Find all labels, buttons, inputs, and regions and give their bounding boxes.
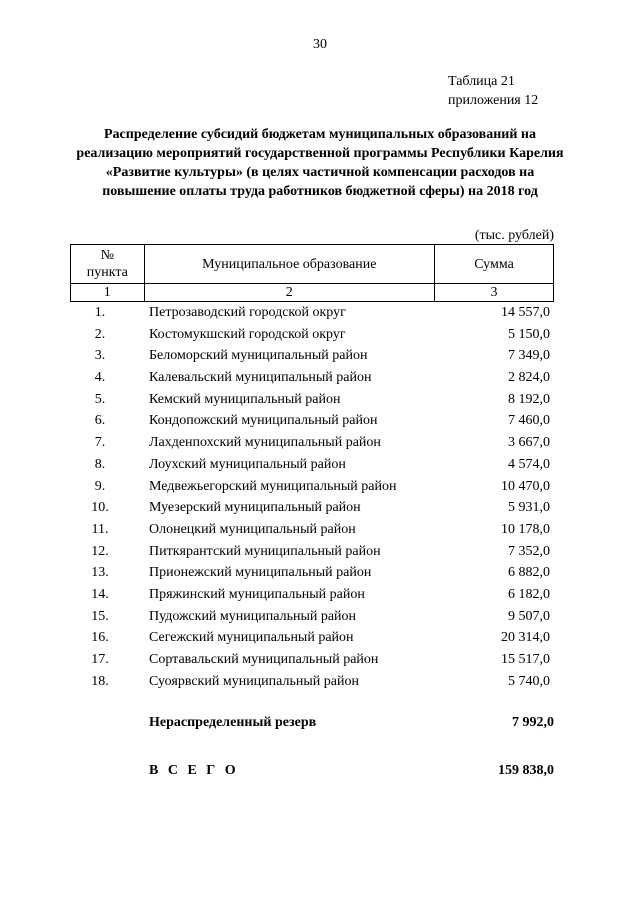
header-index-1: 1 [71, 284, 145, 302]
table-row [70, 368, 554, 390]
table-row [70, 455, 554, 477]
table-number: Таблица 21 [448, 74, 515, 89]
row-sum: 8 192,0 [508, 391, 550, 407]
row-municipality: Лоухский муниципальный район [149, 456, 346, 472]
row-number: 6. [94, 413, 106, 429]
row-sum: 5 740,0 [508, 673, 550, 689]
table-row [70, 585, 554, 607]
table-row [70, 390, 554, 412]
header-index-3: 3 [435, 284, 554, 302]
header-municipality: Муниципальное образование [144, 245, 434, 284]
table-header [70, 244, 554, 302]
row-municipality: Кемский муниципальный район [149, 391, 341, 407]
row-sum: 10 178,0 [501, 521, 550, 537]
table-row [70, 563, 554, 585]
row-sum: 14 557,0 [501, 305, 550, 320]
reserve-sum: 7 992,0 [512, 715, 554, 730]
header-index-2: 2 [144, 284, 434, 302]
appendix-number: приложения 12 [448, 93, 539, 108]
table-row [70, 433, 554, 455]
row-municipality: Суоярвский муниципальный район [149, 673, 359, 689]
row-sum: 2 824,0 [508, 370, 550, 386]
header-sum: Сумма [435, 245, 554, 284]
row-number: 1. [94, 305, 106, 320]
table-row [70, 607, 554, 629]
row-number: 9. [94, 478, 106, 494]
table-row [70, 650, 554, 672]
row-municipality: Беломорский муниципальный район [149, 348, 368, 364]
row-sum: 10 470,0 [501, 478, 550, 494]
row-sum: 20 314,0 [501, 630, 550, 646]
row-municipality: Петрозаводский городской округ [149, 305, 346, 320]
row-sum: 7 352,0 [508, 543, 550, 559]
row-sum: 15 517,0 [501, 652, 550, 667]
row-number: 2. [94, 326, 106, 342]
row-municipality: Медвежьегорский муниципальный район [149, 478, 397, 494]
row-municipality: Сегежский муниципальный район [149, 630, 354, 646]
table-body [70, 303, 554, 693]
row-municipality: Прионежский муниципальный район [149, 565, 372, 581]
table-row [70, 303, 554, 325]
row-municipality: Костомукшский городской округ [149, 326, 346, 342]
row-sum: 7 349,0 [508, 348, 550, 364]
reserve-label: Нераспределенный резерв [149, 715, 317, 730]
table-reference [448, 72, 538, 110]
row-sum: 3 667,0 [508, 435, 550, 451]
table-row [70, 672, 554, 694]
header-num-symbol: № [100, 248, 114, 263]
row-municipality: Пудожский муниципальный район [149, 608, 357, 624]
row-sum: 6 882,0 [508, 565, 550, 581]
row-municipality: Муезерский муниципальный район [149, 500, 361, 516]
table-row [70, 325, 554, 347]
document-title: Распределение субсидий бюджетам муниципальных образований на реализацию мероприятий государственной программы Республики Карелия «Развитие культуры» (в целях частичной компенсации расходов на повышение оплаты труда работников бюджетной сферы) на 2018 год [76, 127, 564, 199]
row-sum: 4 574,0 [508, 456, 550, 472]
total-sum: 159 838,0 [498, 763, 554, 778]
row-number: 14. [91, 586, 109, 602]
row-municipality: Питкярантский муниципальный район [149, 543, 381, 559]
table-row [70, 477, 554, 499]
total-label: В С Е Г О [149, 763, 239, 778]
row-number: 15. [91, 608, 109, 624]
row-number: 16. [91, 630, 109, 646]
table-row [70, 542, 554, 564]
row-sum: 6 182,0 [508, 586, 550, 602]
row-sum: 7 460,0 [508, 413, 550, 429]
row-municipality: Кондопожский муниципальный район [149, 413, 378, 429]
row-number: 12. [91, 543, 109, 559]
row-municipality: Олонецкий муниципальный район [149, 521, 356, 537]
row-municipality: Пряжинский муниципальный район [149, 586, 365, 602]
table-row [70, 346, 554, 368]
row-number: 3. [94, 348, 106, 364]
row-number: 11. [91, 521, 109, 537]
table-row [70, 628, 554, 650]
units-label: (тыс. рублей) [474, 228, 554, 243]
header-num [71, 245, 145, 284]
row-municipality: Калевальский муниципальный район [149, 370, 372, 386]
page-number: 30 [313, 37, 327, 52]
header-num-label: пункта [86, 265, 128, 280]
row-number: 7. [94, 435, 106, 451]
row-sum: 9 507,0 [508, 608, 550, 624]
row-number: 5. [94, 391, 106, 407]
row-number: 4. [94, 370, 106, 386]
row-number: 17. [91, 652, 109, 667]
row-municipality: Сортавальский муниципальный район [149, 652, 379, 667]
row-sum: 5 150,0 [508, 326, 550, 342]
row-number: 18. [91, 673, 109, 689]
row-municipality: Лахденпохский муниципальный район [149, 435, 381, 451]
table-row [70, 520, 554, 542]
table-row [70, 411, 554, 433]
row-sum: 5 931,0 [508, 500, 550, 516]
row-number: 8. [94, 456, 106, 472]
table-row [70, 498, 554, 520]
row-number: 13. [91, 565, 109, 581]
row-number: 10. [91, 500, 109, 516]
